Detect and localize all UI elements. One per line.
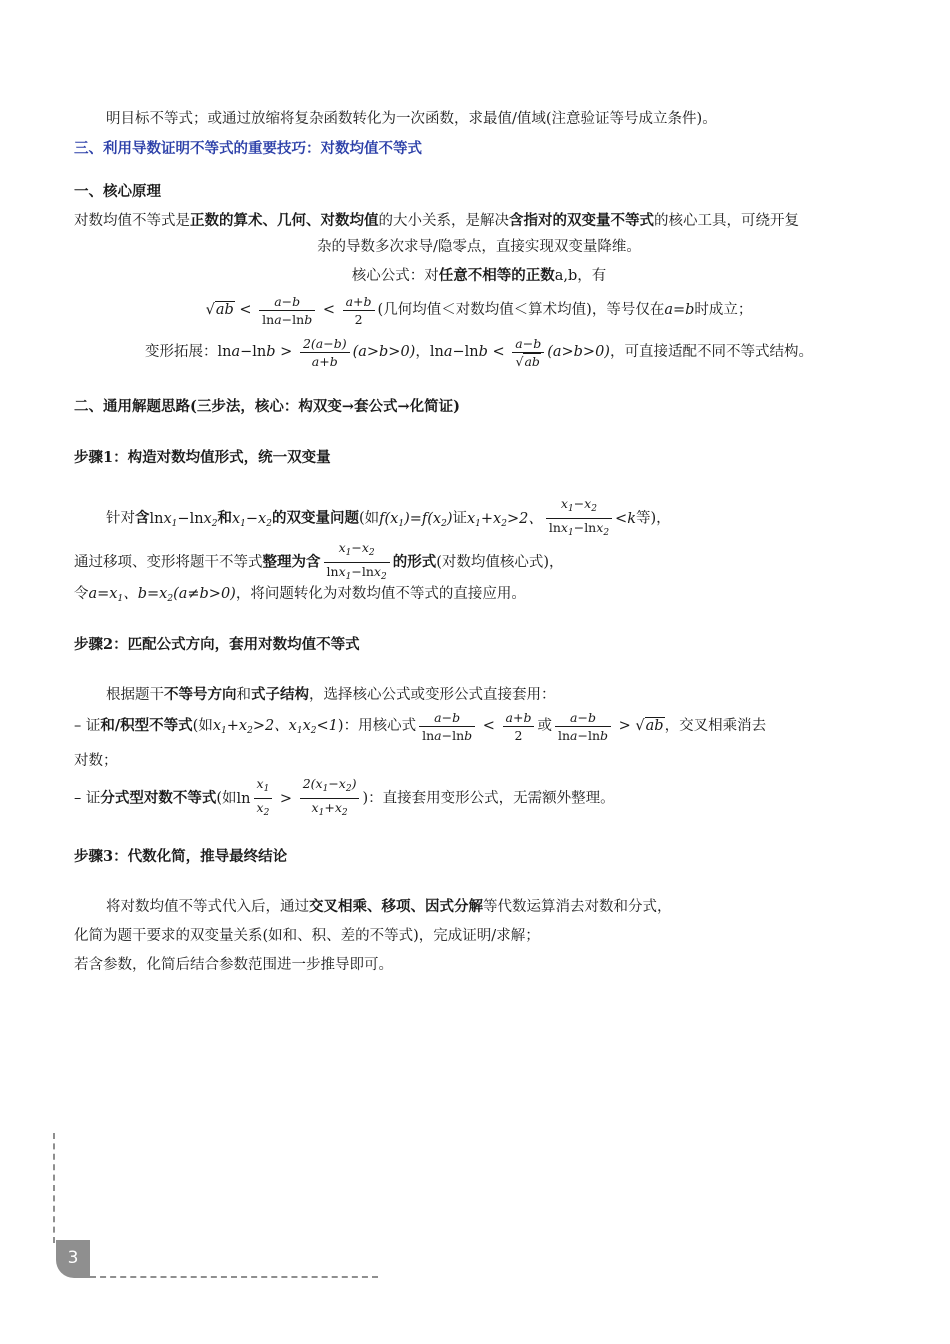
text-bold: 整理为含 (262, 553, 321, 571)
heading-general-method: 二、通用解题思路(三步法，核心：构双变→套公式→化简证) (74, 398, 461, 415)
text: ，将问题转化为对数均值不等式的直接应用。 (235, 586, 526, 602)
paragraph-line (74, 210, 884, 232)
paragraph-line (74, 684, 916, 706)
text-bold: 和 (217, 509, 232, 527)
variant-formula (74, 334, 884, 370)
paragraph-line: 对数； (74, 753, 118, 769)
text-bold: 交叉相乘、移项、因式分解 (309, 898, 483, 915)
formula: $x_1+x_2>2$、 $\frac{x_1-x_2}{\ln x_1-\ln x_2}$ <k (466, 496, 636, 538)
heading-step-3: 步骤3：代数化简，推导最终结论 (74, 848, 288, 865)
section-title: 三、利用导数证明不等式的重要技巧：对数均值不等式 (74, 140, 422, 157)
text: (如 (216, 790, 237, 807)
text: 核心公式：对 (351, 268, 439, 284)
text: 变形拓展： (145, 344, 218, 360)
formula: $\frac{x_1-x_2}{\ln x_1-\ln x_2}$ (321, 555, 393, 571)
text: 根据题干 (106, 687, 164, 703)
text: 对数均值不等式是 (74, 213, 190, 229)
paragraph-line: 杂的导数多次求导/隐零点，直接实现双变量降维。 (317, 239, 641, 255)
core-formula-label (74, 265, 884, 287)
heading-step-2: 步骤2：匹配公式方向，套用对数均值不等式 (74, 636, 360, 653)
heading-step-1: 步骤1：构造对数均值形式，统一双变量 (74, 449, 331, 466)
formula: a=b (664, 302, 695, 318)
text: 时成立； (694, 302, 753, 318)
formula: $x_1+x_2>2$、$x_1x_2<1$ (212, 718, 338, 736)
text: )：用核心式 (337, 718, 417, 734)
formula: $f(x_1)=f(x_2)$ (379, 510, 453, 529)
formula: lna−lnb < $\frac{a-b}{√ab}$ (a>b>0) (429, 335, 610, 369)
paragraph-line: 化简为题干要求的双变量关系(如和、积、差的不等式)，完成证明/求解； (74, 928, 540, 944)
paragraph-line: 令$a=x_1$、$b=x_2(a\ne b>0)$，将问题转化为对数均值不等式的直接应用。 (74, 586, 526, 604)
text: 针对 (106, 510, 135, 527)
formula: $a=x_1$、$b=x_2(a\ne b>0)$ (88, 586, 236, 604)
text: (如 (358, 510, 380, 527)
text: (如 (192, 718, 213, 734)
text: 等)， (635, 510, 671, 527)
text: 证 (452, 510, 467, 527)
paragraph-line (74, 896, 916, 918)
text: 等代数运算消去对数和分式， (483, 899, 672, 915)
formula: $\frac{a-b}{\ln a-\ln b}$ < $\frac{a+b}{2}$ (416, 718, 537, 734)
text-bold: 式子结构 (251, 686, 309, 703)
text: ，选择核心公式或变形公式直接套用： (309, 687, 556, 703)
footer-dashed-horizontal (90, 1276, 378, 1278)
text: 和 (236, 687, 251, 703)
text: (对数均值核心式)， (436, 554, 564, 571)
heading-core-principle: 一、核心原理 (74, 183, 161, 200)
formula: $x_1-x_2$ (231, 510, 272, 529)
text: – 证 (74, 718, 101, 734)
text-bold: 和/积型不等式 (100, 717, 193, 734)
text: 的大小关系，是解决 (378, 213, 509, 229)
formula: $\frac{a-b}{\ln a-\ln b}$ > √ab (552, 718, 665, 734)
page-number: 3 (56, 1240, 90, 1278)
paragraph-line (74, 496, 916, 542)
text-bold: 的双变量问题 (271, 509, 359, 527)
text-bold: 的形式 (392, 553, 437, 571)
text: (几何均值＜对数均值＜算术均值)，等号仅在 (377, 302, 665, 318)
text: 或 (537, 718, 552, 734)
formula: lnx$_1$−lnx$_2$ (149, 510, 218, 529)
text-bold: 含指对的双变量不等式 (509, 212, 654, 229)
paragraph-line (74, 776, 884, 821)
paragraph-line (74, 540, 884, 585)
text: 通过移项、变形将题干不等式 (74, 554, 263, 571)
text: ，可直接适配不同不等式结构。 (609, 344, 813, 360)
text: 明目标不等式；或通过放缩将复杂函数转化为一次函数，求最值/值域(注意验证等号成立条件)。 (106, 111, 717, 127)
text: ，交叉相乘消去 (664, 718, 767, 734)
text-bold: 分式型对数不等式 (100, 789, 217, 807)
text: 将对数均值不等式代入后，通过 (106, 899, 309, 915)
paragraph-line: 若含参数，化简后结合参数范围进一步推导即可。 (74, 957, 393, 973)
text-bold: 含 (135, 509, 150, 527)
formula: ln $\frac{x_1}{x_2}$ > $\frac{2(x_1-x_2)}{x_1+x_2}$ (237, 791, 363, 807)
text: 的核心工具，可绕开复 (654, 213, 799, 229)
text-bold: 正数的算术、几何、对数均值 (190, 212, 379, 229)
paragraph-line (74, 108, 916, 130)
formula: lna−lnb > $\frac{2(a-b)}{a+b}$ (a>b>0) (217, 335, 416, 369)
text-bold: 任意不相等的正数 (438, 267, 555, 284)
formula: √ab < $\frac{a-b}{\ln a-\ln b}$ < $\frac{a+b}{2}$ (206, 302, 378, 318)
text: – 证 (74, 790, 101, 807)
core-formula (74, 292, 884, 328)
text: ， (415, 344, 430, 360)
text: )：直接套用变形公式，无需额外整理。 (362, 790, 615, 807)
footer-dashed-vertical (53, 1133, 55, 1243)
text: a,b，有 (554, 268, 607, 284)
text-bold: 不等号方向 (164, 686, 237, 703)
paragraph-line (74, 708, 884, 749)
